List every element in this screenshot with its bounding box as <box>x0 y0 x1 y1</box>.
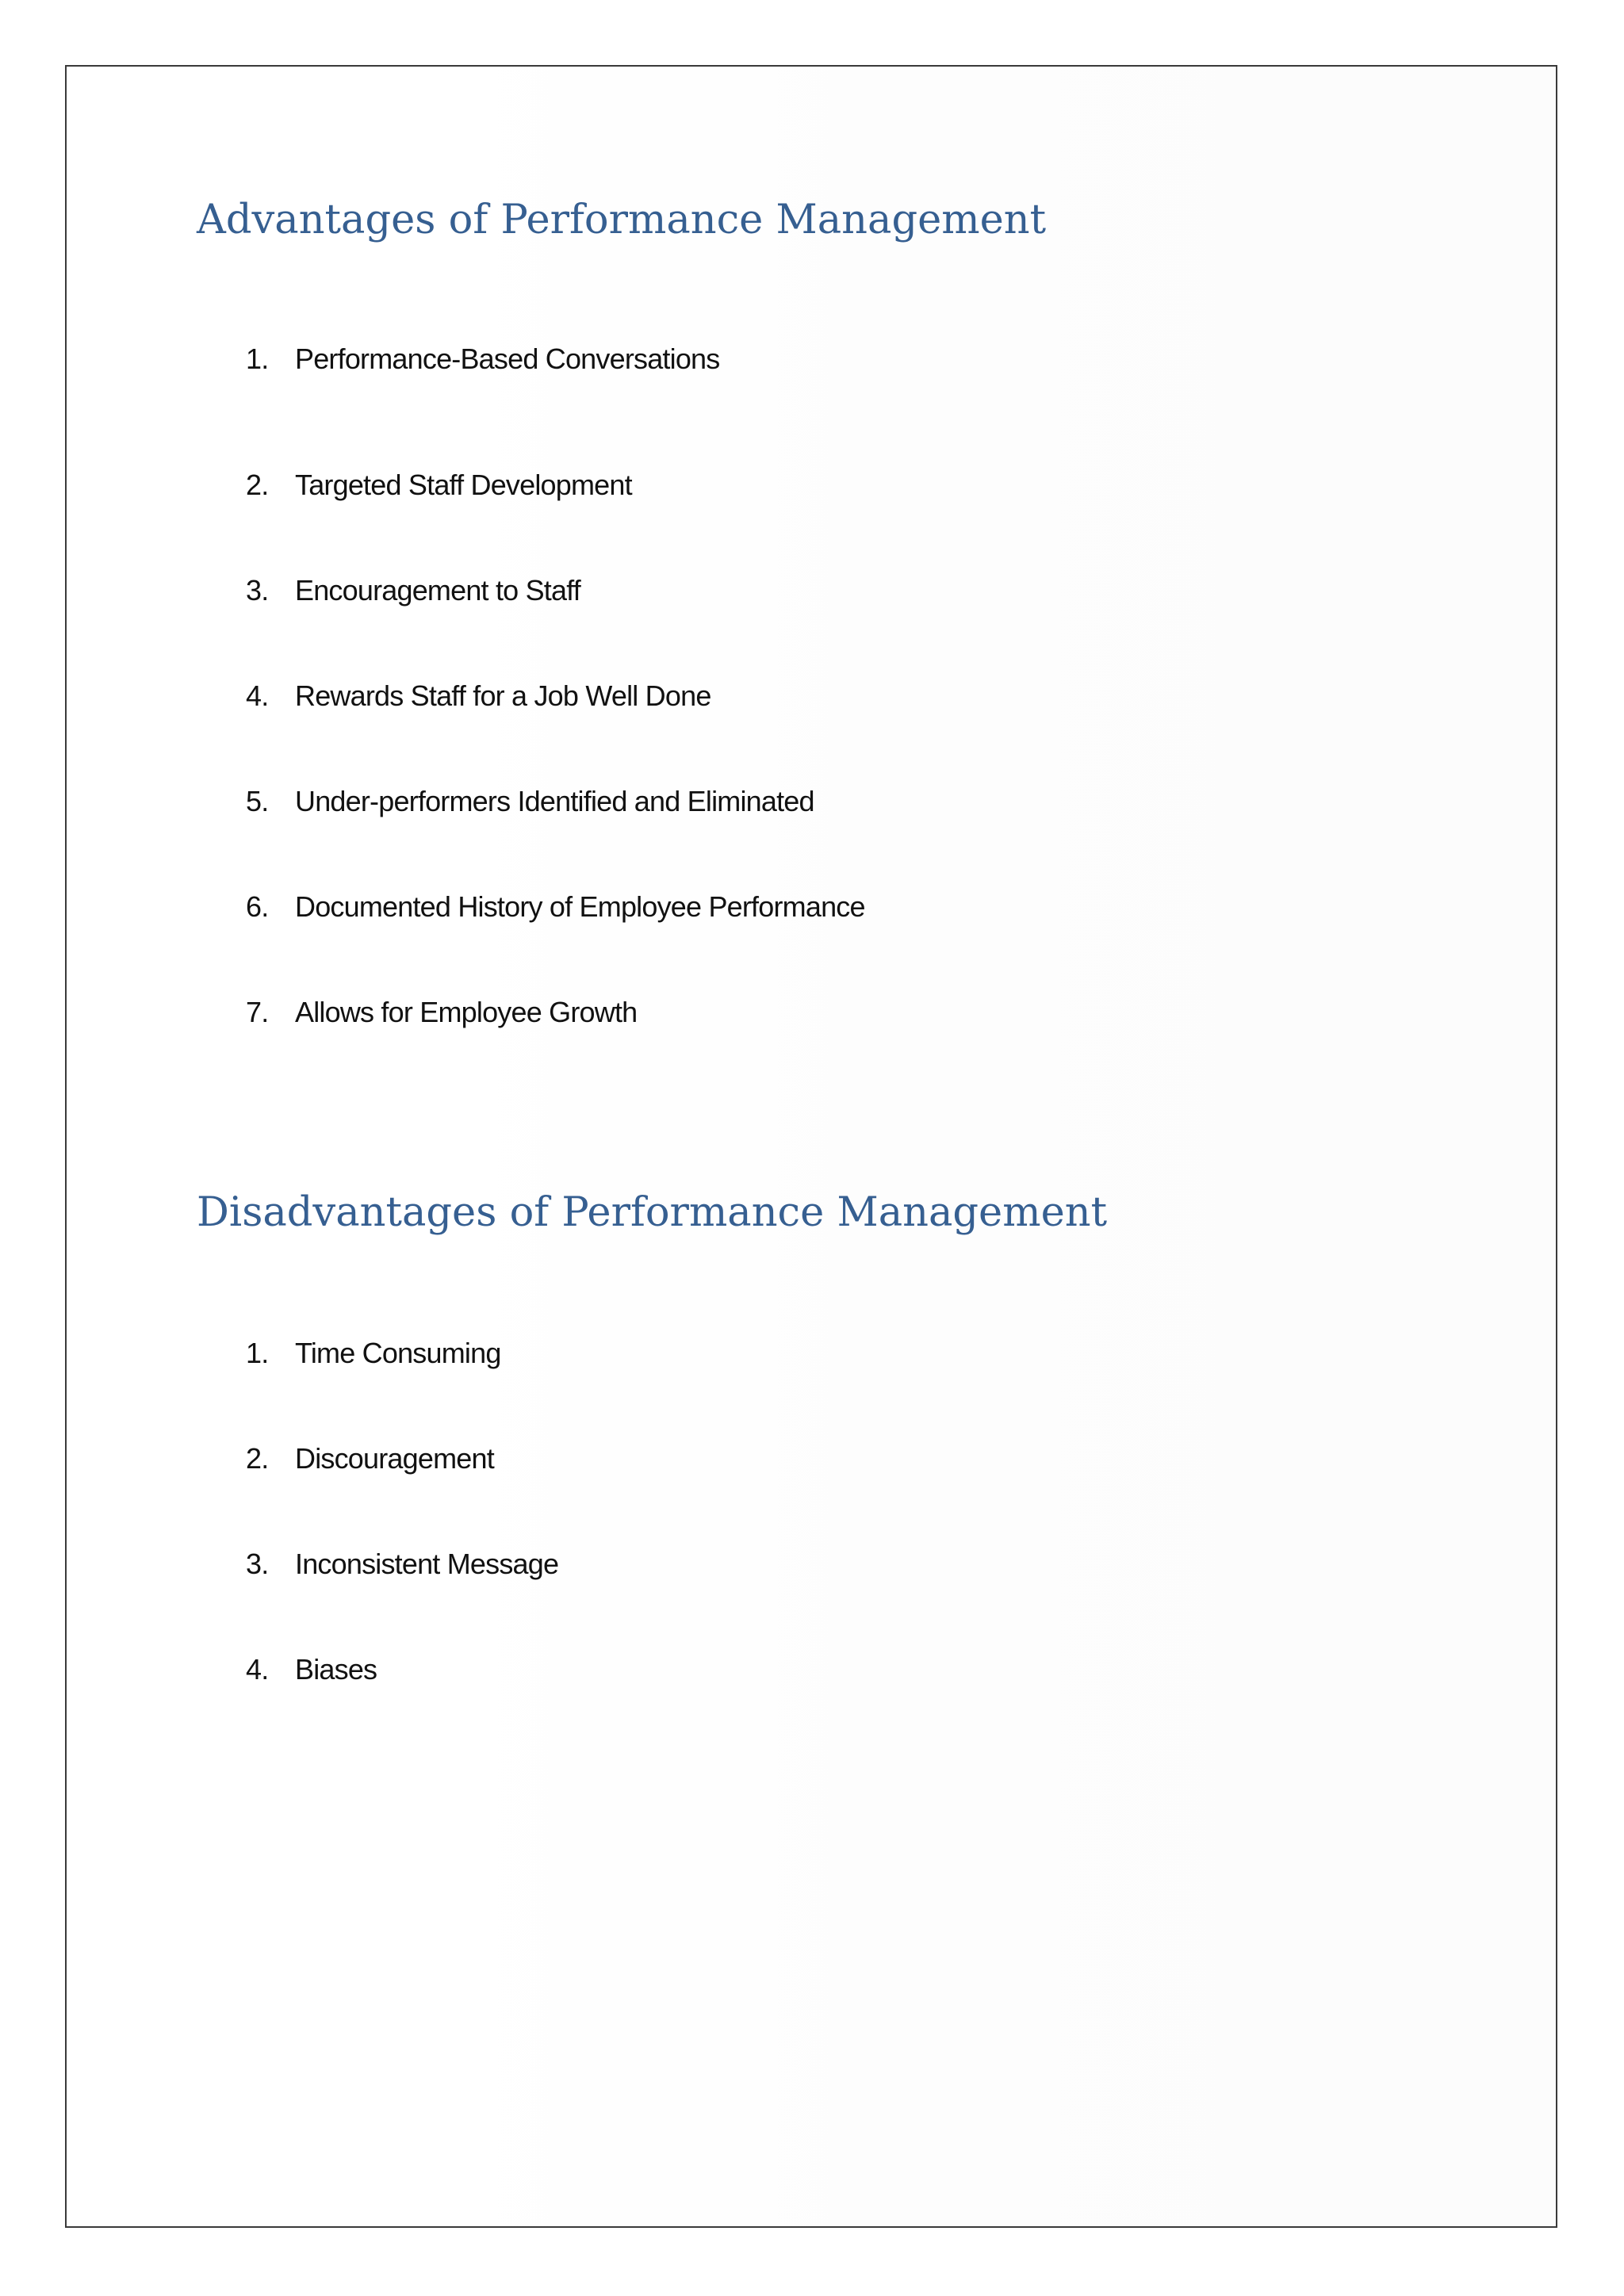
advantages-list-item <box>197 989 637 1036</box>
disadvantages-list-item <box>197 1540 558 1588</box>
list-item-text: Inconsistent Message <box>295 1548 559 1580</box>
list-item-text: Performance-Based Conversations <box>295 342 720 375</box>
advantages-heading: Advantages of Performance Management <box>197 197 1047 243</box>
page-border <box>65 65 1557 2228</box>
disadvantages-list-item <box>197 1435 494 1483</box>
list-number: 6. <box>246 890 269 923</box>
advantages-list-item <box>197 461 632 509</box>
list-number: 3. <box>246 1548 269 1580</box>
list-item-text: Targeted Staff Development <box>295 469 632 501</box>
advantages-list-item <box>197 672 711 720</box>
disadvantages-list-item <box>197 1330 501 1377</box>
list-item-text: Biases <box>295 1653 377 1686</box>
disadvantages-list-item <box>197 1646 377 1693</box>
list-number: 5. <box>246 785 269 817</box>
list-number: 1. <box>246 342 269 375</box>
list-item-text: Allows for Employee Growth <box>295 996 638 1028</box>
list-number: 4. <box>246 1653 269 1686</box>
list-number: 4. <box>246 679 269 712</box>
list-number: 7. <box>246 996 269 1028</box>
advantages-list-item <box>197 567 580 614</box>
list-item-text: Rewards Staff for a Job Well Done <box>295 679 711 712</box>
list-item-text: Time Consuming <box>295 1337 501 1369</box>
list-number: 1. <box>246 1337 269 1369</box>
list-number: 3. <box>246 574 269 607</box>
advantages-list-item <box>197 778 814 825</box>
list-item-text: Discouragement <box>295 1442 494 1475</box>
list-number: 2. <box>246 469 269 501</box>
list-number: 2. <box>246 1442 269 1475</box>
disadvantages-heading: Disadvantages of Performance Management <box>197 1189 1108 1236</box>
advantages-list-item <box>197 335 719 383</box>
advantages-list-item <box>197 883 865 931</box>
list-item-text: Under-performers Identified and Eliminated <box>295 785 814 817</box>
list-item-text: Documented History of Employee Performance <box>295 890 865 923</box>
list-item-text: Encouragement to Staff <box>295 574 580 607</box>
